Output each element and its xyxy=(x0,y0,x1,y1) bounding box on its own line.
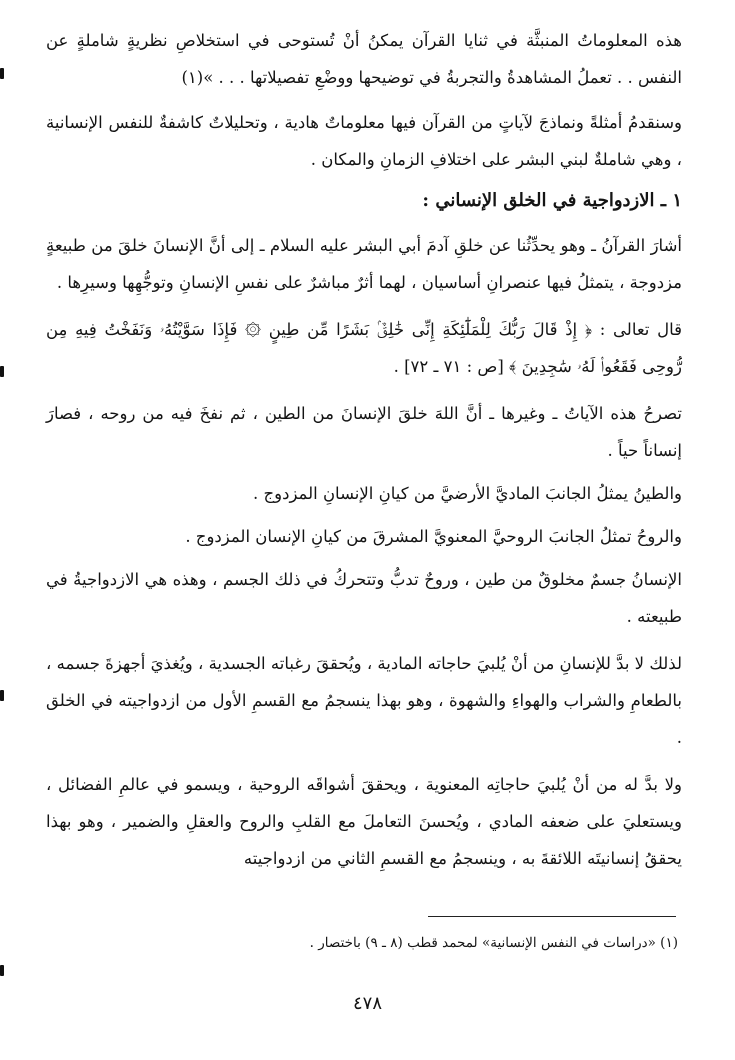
paragraph-material-needs: لذلك لا بدَّ للإنسانِ من أنْ يُلبيَ حاجاته المادية ، ويُحققَ رغباته الجسدية ، ويُغذيَ أجهزةَ جسمه ، بالطعامِ والشراب والهواءِ والشهوة ، وهو بهذا ينسجمُ مع القسمِ الأول من ازدواجيته في الخلق . xyxy=(46,654,682,747)
paragraph-spiritual-needs: ولا بدَّ له من أنْ يُلبيَ حاجاتِه المعنوية ، ويحققَ أشواقَه الروحية ، ويسمو في عالمِ الفضائل ، ويستعليَ على ضعفه المادي ، ويُحسنَ التعاملَ مع القلبِ والروح والعقلِ والضمير ، وهو بهذا يحققُ إنسانيتَه اللائقةَ به ، وينسجمُ مع القسمِ الثاني من ازدواجيته xyxy=(46,775,682,868)
page-number: ٤٧٨ xyxy=(352,993,382,1014)
section-heading: ١ ـ الازدواجية في الخلق الإنساني : xyxy=(422,190,682,211)
page-edge-mark xyxy=(0,68,4,79)
page-edge-mark xyxy=(0,366,4,377)
paragraph-duality: الإنسانُ جسمٌ مخلوقٌ من طين ، وروحٌ تدبُّ وتتحركُ في ذلك الجسم ، وهذه هي الازدواجيةُ في طبيعته . xyxy=(46,570,682,626)
quran-verse: قال تعالى : ﴿ إِذْ قَالَ رَبُّكَ لِلْمَلَٰٓئِكَةِ إِنِّى خَٰلِقٌۢ بَشَرًا مِّن طِينٍ ۞ فَإِذَا سَوَّيْتُهُۥ وَنَفَخْتُ فِيهِ مِن رُّوحِى فَقَعُوا۟ لَهُۥ سَٰجِدِينَ ﴾ [ص : ٧١ ـ ٧٢] . xyxy=(46,320,682,376)
page-edge-mark xyxy=(0,965,4,976)
paragraph-human-nature: أشارَ القرآنُ ـ وهو يحدِّثُنا عن خلقِ آدمَ أبي البشر عليه السلام ـ إلى أنَّ الإنسانَ خلقَ من طبيعةٍ مزدوجة ، يتمثلُ فيها عنصرانِ أساسيان ، لهما أثرٌ مباشرٌ على نفسِ الإنسانِ وتوجُّهِها وسيرِها . xyxy=(46,236,682,292)
paragraph-quote-continuation: هذه المعلوماتُ المنبثَّة في ثنايا القرآن يمكنُ أنْ تُستوحى في استخلاصِ نظريةٍ شاملةٍ عن النفس . . تعملُ المشاهدةُ والتجربةُ في توضيحها ووضْعِ تفصيلاتها . . . »(١) xyxy=(46,31,682,87)
paragraph-verse-explanation: تصرحُ هذه الآياتُ ـ وغيرها ـ أنَّ اللهَ خلقَ الإنسانَ من الطين ، ثم نفخَ فيه من روحه ، فصارَ إنساناً حياً . xyxy=(46,404,682,460)
paragraph-examples: وسنقدمُ أمثلةً ونماذجَ لآياتٍ من القرآن فيها معلوماتٌ هادية ، وتحليلاتٌ كاشفةٌ للنفس الإنسانية ، وهي شاملةٌ لبني البشر على اختلافِ الزمانِ والمكان . xyxy=(46,113,682,169)
body-text xyxy=(46,227,682,877)
paragraph-clay: والطينُ يمثلُ الجانبَ الماديَّ الأرضيَّ من كيانِ الإنسانِ المزدوج . xyxy=(252,484,682,503)
page-edge-mark xyxy=(0,690,4,701)
footnote-divider xyxy=(428,916,676,917)
paragraph-spirit: والروحُ تمثلُ الجانبَ الروحيَّ المعنويَّ المشرقَ من كيانِ الإنسان المزدوج . xyxy=(185,527,682,546)
footnote: (١) «دراسات في النفس الإنسانية» لمحمد قطب (٨ ـ ٩) باختصار . xyxy=(309,935,678,951)
intro-text xyxy=(46,22,682,178)
